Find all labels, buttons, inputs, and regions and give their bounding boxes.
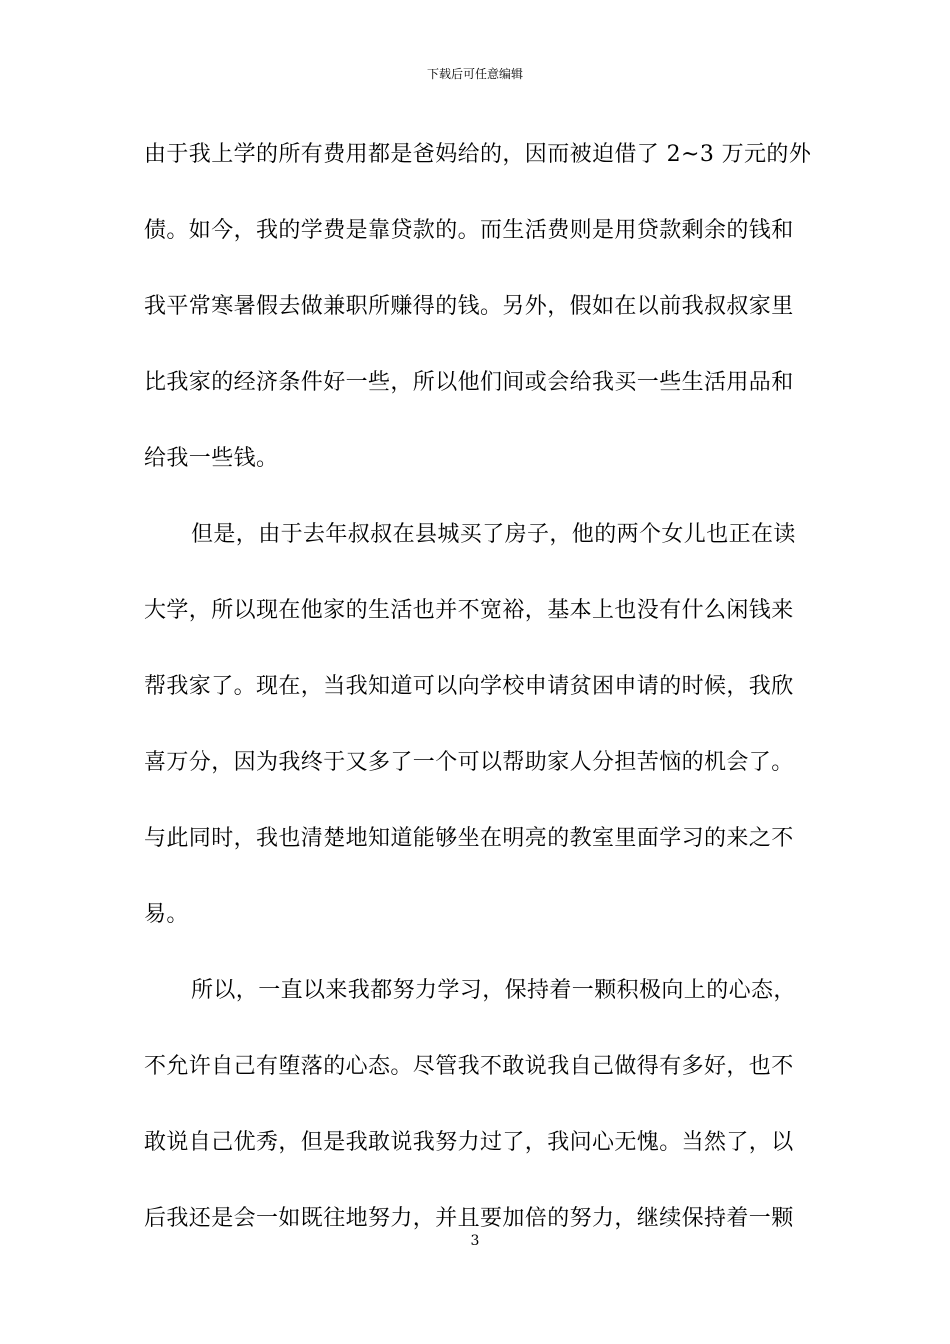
paragraph-start-line: 所以，一直以来我都努力学习，保持着一颗积极向上的心态， xyxy=(191,978,796,1003)
text-line: 由于我上学的所有费用都是爸妈给的，因而被迫借了 2~3 万元的外 xyxy=(144,142,812,167)
text-line: 债。如今，我的学费是靠贷款的。而生活费则是用贷款剩余的钱和 xyxy=(144,218,794,243)
page-header: 下载后可任意编辑 xyxy=(426,67,523,81)
page-number: 3 xyxy=(470,1233,480,1249)
text-line: 给我一些钱。 xyxy=(144,446,279,471)
paragraph-start-line: 但是，由于去年叔叔在县城买了房子，他的两个女儿也正在读 xyxy=(191,522,796,547)
text-line: 比我家的经济条件好一些，所以他们间或会给我买一些生活用品和 xyxy=(144,370,794,395)
text-line: 帮我家了。现在，当我知道可以向学校申请贫困申请的时候，我欣 xyxy=(144,674,794,699)
text-line: 我平常寒暑假去做兼职所赚得的钱。另外，假如在以前我叔叔家里 xyxy=(144,294,794,319)
text-line: 易。 xyxy=(144,902,189,927)
text-line: 喜万分，因为我终于又多了一个可以帮助家人分担苦恼的机会了。 xyxy=(144,750,794,775)
text-line: 敢说自己优秀，但是我敢说我努力过了，我问心无愧。当然了，以 xyxy=(144,1130,794,1155)
body-text xyxy=(144,130,812,1270)
text-line: 不允许自己有堕落的心态。尽管我不敢说我自己做得有多好，也不 xyxy=(144,1054,794,1079)
text-line: 与此同时，我也清楚地知道能够坐在明亮的教室里面学习的来之不 xyxy=(144,826,794,851)
text-line: 后我还是会一如既往地努力，并且要加倍的努力，继续保持着一颗 xyxy=(144,1206,794,1231)
text-line: 大学，所以现在他家的生活也并不宽裕，基本上也没有什么闲钱来 xyxy=(144,598,794,623)
